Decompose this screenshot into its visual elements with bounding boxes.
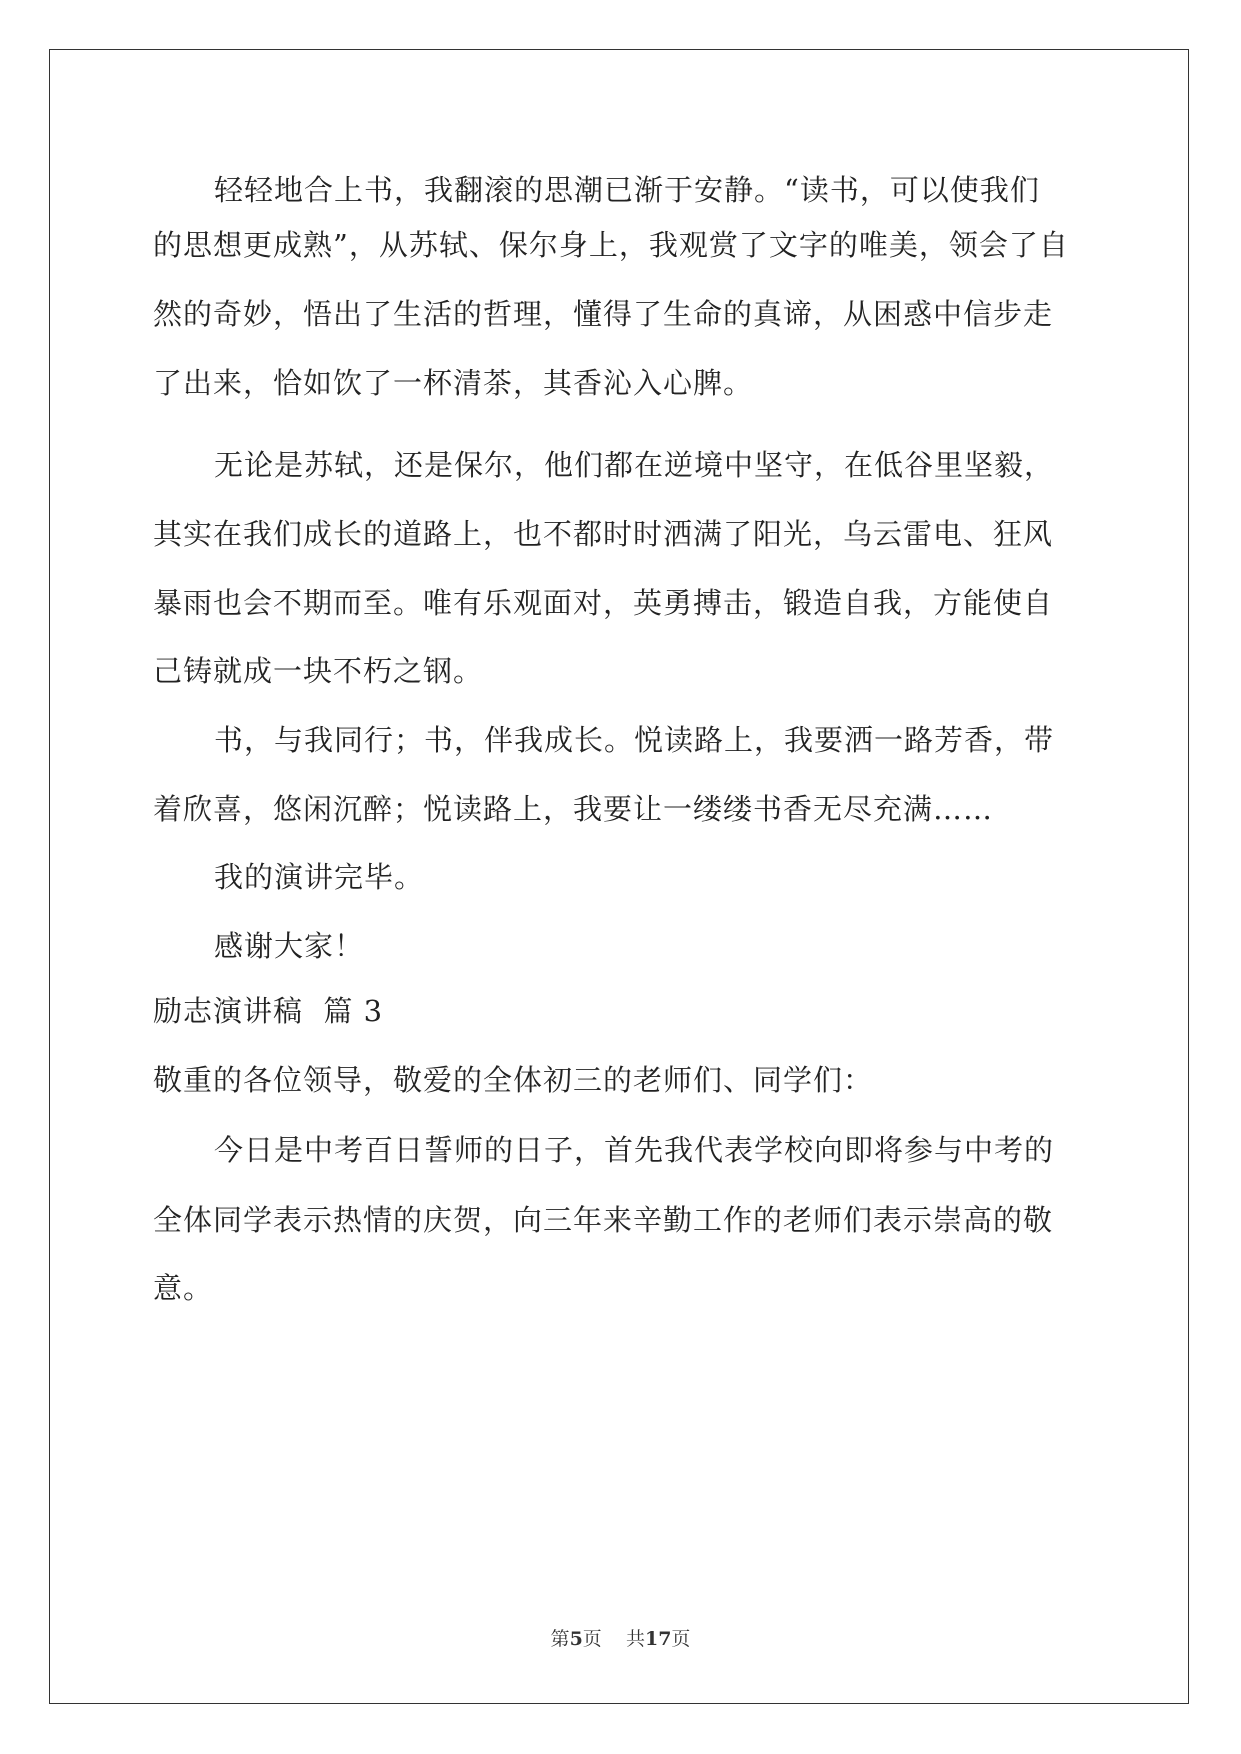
page-number: 5 [569, 1628, 583, 1650]
paragraph-line: 的思想更成熟”，从苏轼、保尔身上，我观赏了文字的唯美，领会了自 [153, 228, 1069, 262]
paragraph-line: 意。 [153, 1271, 214, 1305]
footer-mid: 页 共 [582, 1628, 645, 1650]
closing-line: 感谢大家！ [214, 929, 365, 963]
salutation: 敬重的各位领导，敬爱的全体初三的老师们、同学们： [153, 1063, 874, 1097]
total-pages: 17 [644, 1628, 672, 1650]
page-footer [0, 1624, 1241, 1651]
paragraph-line: 其实在我们成长的道路上，也不都时时洒满了阳光，乌云雷电、狂风 [153, 517, 1054, 551]
closing-line: 我的演讲完毕。 [214, 860, 425, 894]
paragraph-line: 书，与我同行；书，伴我成长。悦读路上，我要洒一路芳香，带 [214, 723, 1055, 757]
paragraph-line: 己铸就成一块不朽之钢。 [153, 654, 484, 688]
paragraph-line: 暴雨也会不期而至。唯有乐观面对，英勇搏击，锻造自我，方能使自 [153, 586, 1054, 620]
paragraph-line: 着欣喜，悠闲沉醉；悦读路上，我要让一缕缕书香无尽充满…… [153, 792, 994, 826]
paragraph-line: 轻轻地合上书，我翻滚的思潮已渐于安静。“读书，可以使我们 [214, 173, 1040, 207]
paragraph-line: 今日是中考百日誓师的日子，首先我代表学校向即将参与中考的 [214, 1133, 1055, 1167]
paragraph-line: 然的奇妙，悟出了生活的哲理，懂得了生命的真谛，从困惑中信步走 [153, 297, 1054, 331]
paragraph-line: 无论是苏轼，还是保尔，他们都在逆境中坚守，在低谷里坚毅， [214, 448, 1055, 482]
paragraph-line: 了出来，恰如饮了一杯清茶，其香沁入心脾。 [153, 366, 754, 400]
footer-prefix: 第 [550, 1628, 570, 1650]
paragraph-line: 全体同学表示热情的庆贺，向三年来辛勤工作的老师们表示崇高的敬 [153, 1203, 1054, 1237]
footer-suffix: 页 [671, 1628, 691, 1650]
section-title: 励志演讲稿 篇 3 [153, 994, 384, 1028]
